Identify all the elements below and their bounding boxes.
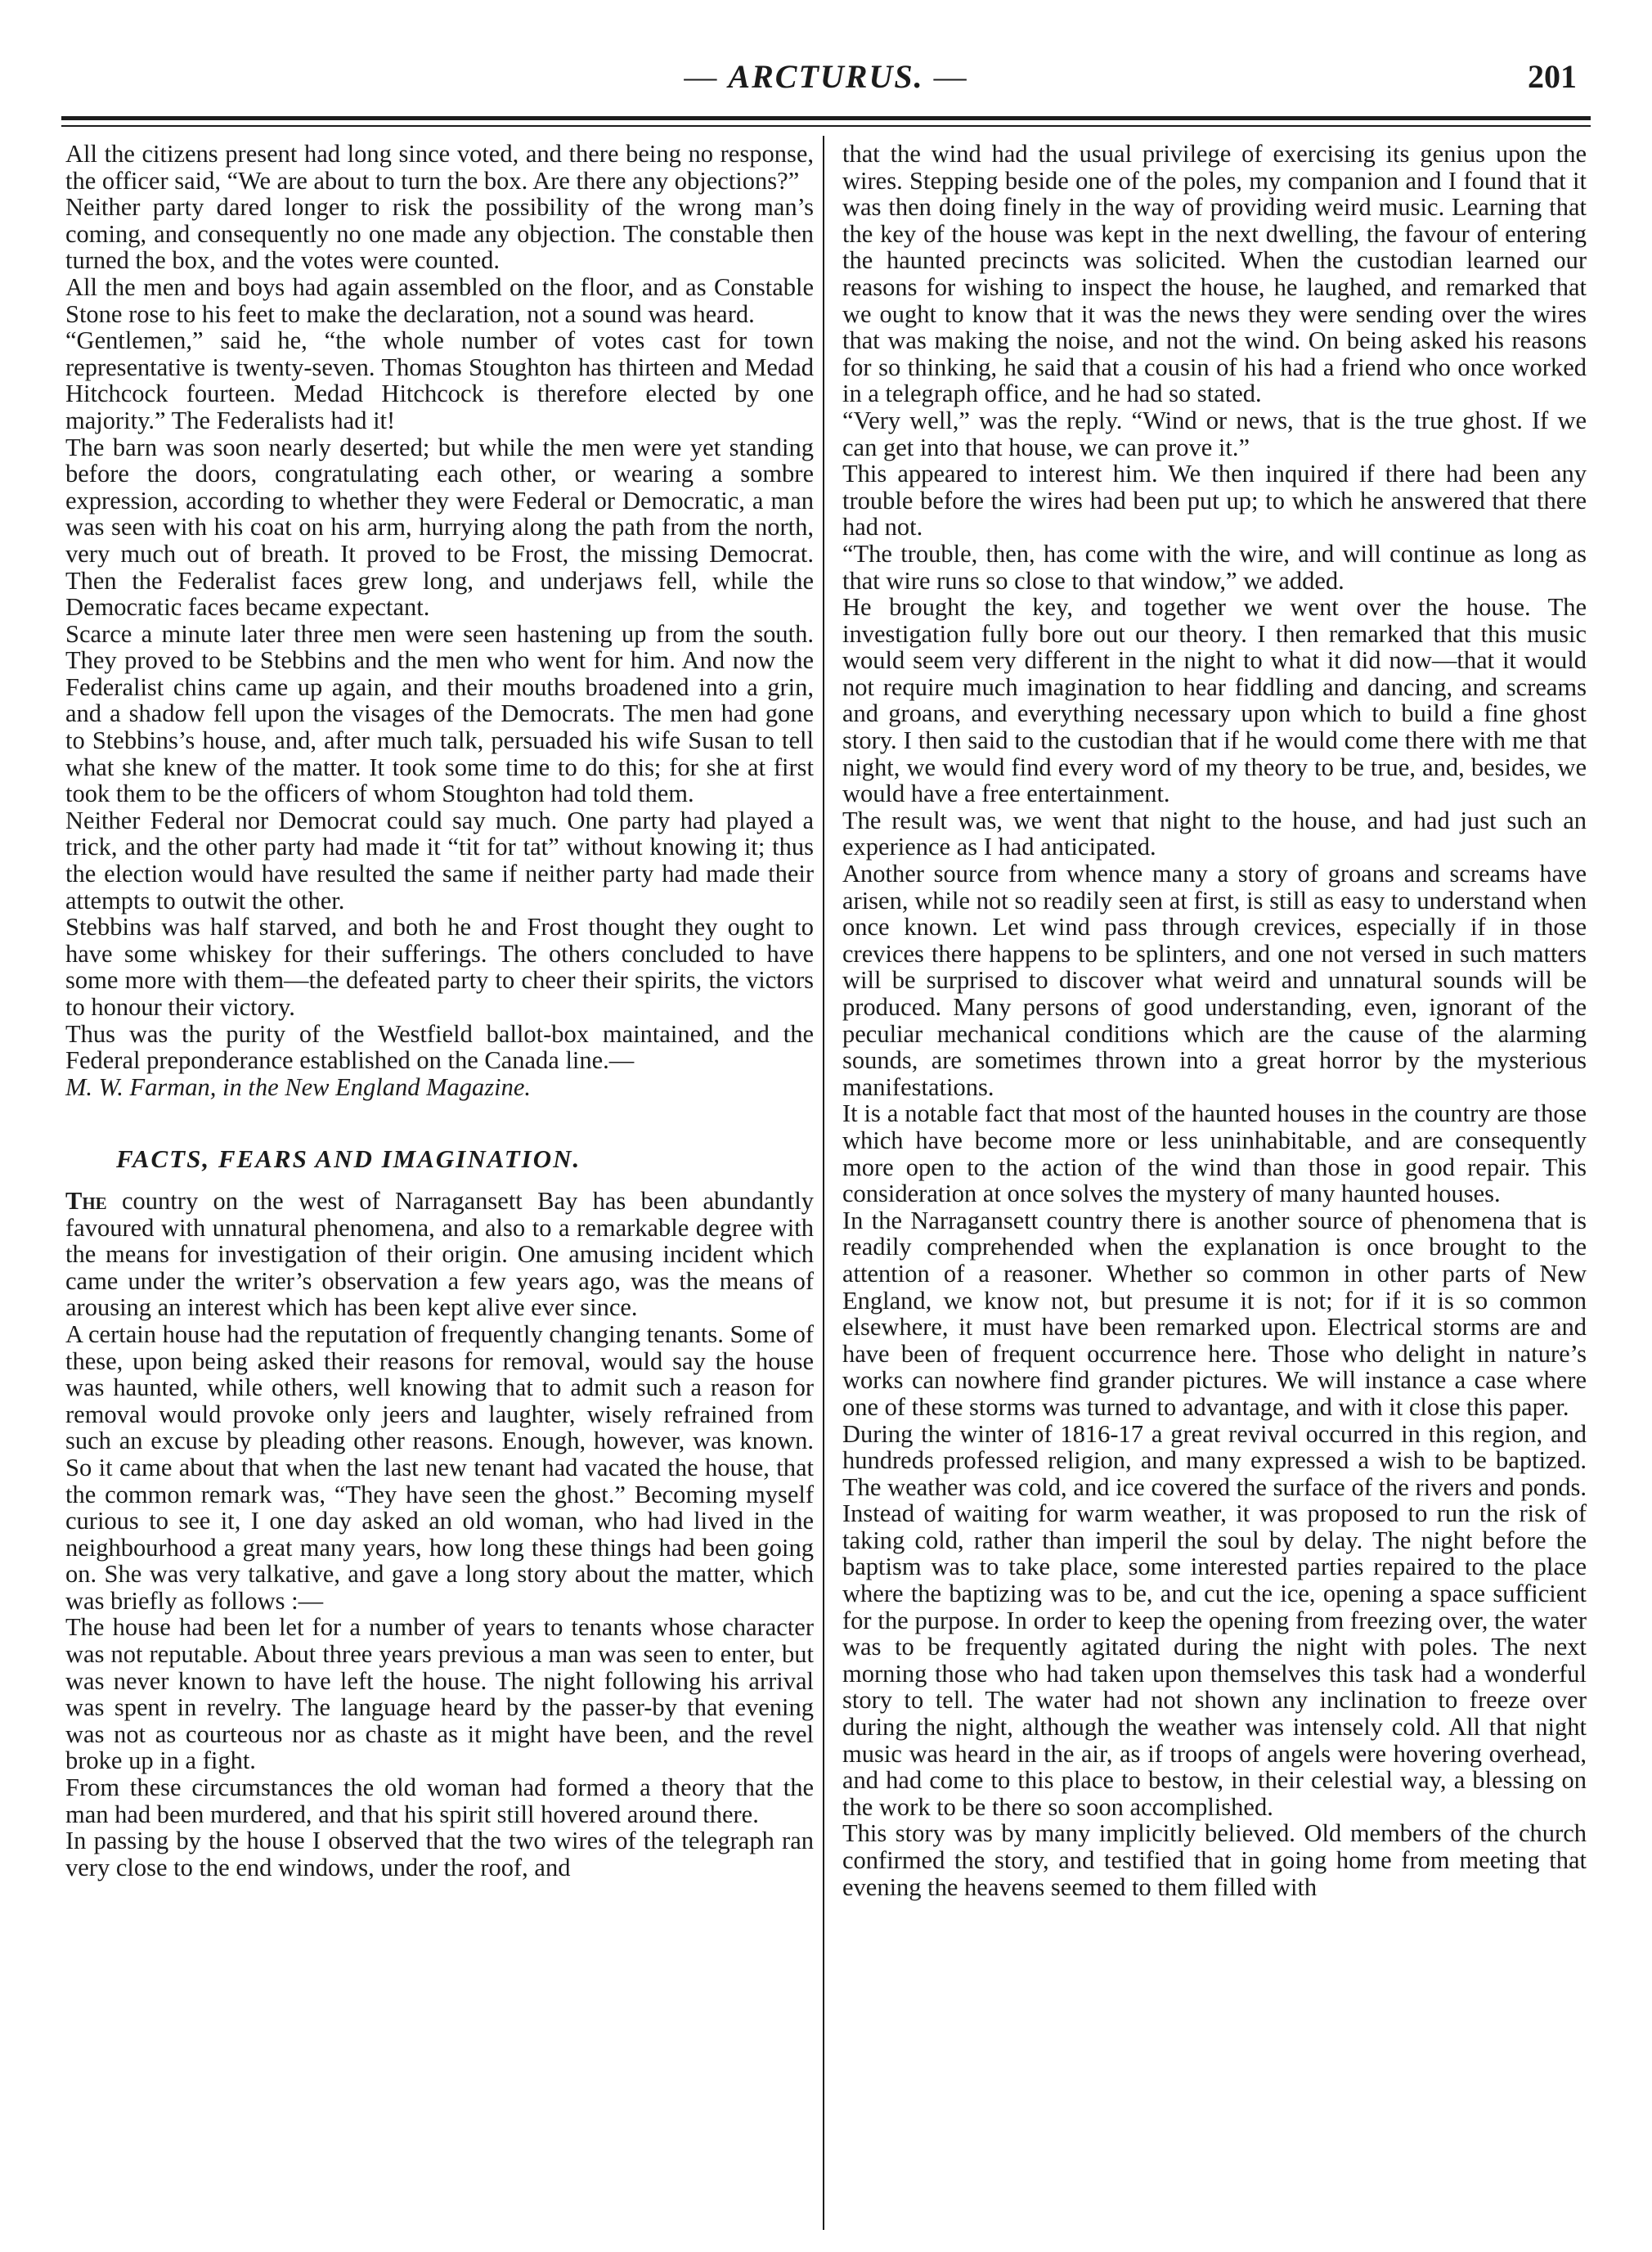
paragraph: Thus was the purity of the Westfield ballot-box maintained, and the Federal preponderance established on the Canada line.—	[65, 1019, 814, 1075]
running-header	[57, 52, 1595, 110]
right-column	[842, 141, 1587, 1900]
paragraph: “Gentlemen,” said he, “the whole number of votes cast for town representative is twenty-seven. Thomas Stoughton has thirteen and Medad Hitchcock fourteen. Medad Hitchcock is therefore elected by one majority.” The Federalists had it!	[65, 326, 814, 434]
header-rule-thin	[61, 125, 1591, 127]
section-title: FACTS, FEARS AND IMAGINATION.	[116, 1144, 581, 1174]
paragraph: Neither party dared longer to risk the possibility of the wrong man’s coming, and consequently no one made any objection. The constable then turned the box, and the votes were counted.	[65, 193, 814, 275]
paragraph: The result was, we went that night to the house, and had just such an experience as I had anticipated.	[842, 806, 1587, 861]
paragraph: Another source from whence many a story of groans and screams have arisen, while not so readily seen at first, is still as easy to understand when once known. Let wind pass through crevices, especially if in those crevices there happens to be splinters, and one not versed in such matters will be surprised to discover what weird and unnatural sounds will be produced. Many persons of good understanding, even, ignorant of the peculiar mechanical conditions which are the cause of the alarming sounds, are sometimes thrown into a great horror by the mysterious manifestations.	[842, 860, 1587, 1101]
paragraph: The barn was soon nearly deserted; but while the men were yet standing before the doors, congratulating each other, or wearing a sombre expression, according to whether they were Federal or Democratic, a man was seen with his coat on his arm, hurrying along the path from the north, very much out of breath. It proved to be Frost, the missing Democrat. Then the Federalist faces grew long, and underjaws fell, while the Democratic faces became expectant.	[65, 433, 814, 622]
paragraph: It is a notable fact that most of the haunted houses in the country are those which have become more or less uninhabitable, and are consequently more open to the action of the wind than those in good repair. This consideration at once solves the mystery of many haunted houses.	[842, 1099, 1587, 1208]
paragraph-text: country on the west of Narragansett Bay has been abundantly favoured with unnatural phenomena, and also to a remarkable degree with the means for investigation of their origin. One amusing incident which came under the writer’s observation a few years ago, was the means of arousing an interest which has been kept alive ever since.	[65, 1186, 814, 1322]
paragraph: In passing by the house I observed that the two wires of the telegraph ran very close to the end windows, under the roof, and	[65, 1827, 814, 1881]
paragraph: He brought the key, and together we went over the house. The investigation fully bore out our theory. I then remarked that this music would seem very different in the night to what it did now—that it would not require much imagination to hear fiddling and dancing, and screams and groans, and everything necessary upon which to build a fine ghost story. I then said to the custodian that if he would come there with me that night, we would find every word of my theory to be true, and, besides, we would have a free entertainment.	[842, 593, 1587, 808]
paragraph: Neither Federal nor Democrat could say much. One party had played a trick, and the other party had made it “tit for tat” without knowing it; thus the election would have resulted the same if neither party had made their attempts to outwit the other.	[65, 806, 814, 915]
article-byline: M. W. Farman, in the New England Magazine.	[65, 1072, 532, 1101]
paragraph: From these circumstances the old woman had formed a theory that the man had been murdered, and that his spirit still hovered around there.	[65, 1773, 814, 1828]
left-column	[65, 141, 814, 1881]
paragraph: In the Narragansett country there is another source of phenomena that is readily comprehended when the explanation is once brought to the attention of a reasoner. Whether so common in other parts of New England, we know not, but presume it is not; for if it is so common elsewhere, it must have been remarked upon. Electrical storms are and have been of frequent occurrence here. Those who delight in nature’s works can nowhere find grander pictures. We will instance a case where one of these storms was turned to advantage, and with it close this paper.	[842, 1206, 1587, 1421]
paragraph: Scarce a minute later three men were seen hastening up from the south. They proved to be Stebbins and the men who went for him. And now the Federalist chins came up again, and their mouths broadened into a grin, and a shadow fell upon the visages of the Democrats. The men had gone to Stebbins’s house, and, after much talk, persuaded his wife Susan to tell what she knew of the matter. It took some time to do this; for she at first took them to be the officers of whom Stoughton had told them.	[65, 619, 814, 808]
column-divider	[823, 136, 824, 2230]
paragraph: “Very well,” was the reply. “Wind or news, that is the true ghost. If we can get into that house, we can prove it.”	[842, 406, 1587, 461]
paragraph: During the winter of 1816-17 a great revival occurred in this region, and hundreds professed religion, and many expressed a wish to be baptized. The weather was cold, and ice covered the surface of the rivers and ponds. Instead of waiting for warm weather, it was proposed to run the risk of taking cold, rather than imperil the soul by delay. The night before the baptism was to take place, some interested parties repaired to the place where the baptizing was to be, and cut the ice, opening a space sufficient for the purpose. In order to keep the opening from freezing over, the water was to be frequently agitated during the night with poles. The next morning those who had taken upon themselves this task had a wonderful story to tell. The water had not shown any inclination to freeze over during the night, although the weather was intensely cold. All that night music was heard in the air, as if troops of angels were hovering overhead, and had come to this place to bestow, in their celestial way, a blessing on the work to be there so soon accomplished.	[842, 1419, 1587, 1821]
journal-title	[57, 57, 1595, 96]
paragraph: All the men and boys had again assembled on the floor, and as Constable Stone rose to his feet to make the declaration, not a sound was heard.	[65, 272, 814, 328]
header-rule-thick	[61, 116, 1591, 120]
header-dash-right: —	[923, 58, 968, 95]
paragraph: A certain house had the reputation of frequently changing tenants. Some of these, upon being asked their reasons for removal, would say the house was haunted, while others, well knowing that to admit such a reason for removal would provoke only jeers and laughter, wisely refrained from such an excuse by pleading other reasons. Enough, however, was known. So it came about that when the last new tenant had vacated the house, that the common remark was, “They have seen the ghost.” Becoming myself curious to see it, I one day asked an old woman, who had lived in the neighbourhood a great many years, how long these things had been going on. She was very talkative, and gave a long story about the matter, which was briefly as follows :—	[65, 1319, 814, 1615]
paragraph: All the citizens present had long since voted, and there being no response, the officer said, “We are about to turn the box. Are there any objections?”	[65, 140, 814, 195]
paragraph: “The trouble, then, has come with the wire, and will continue as long as that wire runs so close to that window,” we added.	[842, 539, 1587, 595]
paragraph: This appeared to interest him. We then inquired if there had been any trouble before the wires had been put up; to which he answered that there had not.	[842, 460, 1587, 542]
paragraph: that the wind had the usual privilege of exercising its genius upon the wires. Stepping beside one of the poles, my companion and I found that it was then doing finely in the way of providing weird music. Learning that the key of the house was kept in the next dwelling, the favour of entering the haunted precincts was solicited. When the custodian learned our reasons for wishing to inspect the house, he laughed, and remarked that we ought to know that it was the news they were sending over the wires that was making the noise, and not the wind. On being asked his reasons for so thinking, he said that a cousin of his had a friend who once worked in a telegraph office, and he had so stated.	[842, 140, 1587, 408]
paragraph: This story was by many implicitly believed. Old members of the church confirmed the story, and testified that in going home from meeting that evening the heavens seemed to them filled with	[842, 1819, 1587, 1901]
paragraph	[65, 1188, 814, 1321]
paragraph: Stebbins was half starved, and both he and Frost thought they ought to have some whiskey for their sufferings. The others concluded to have some more with them—the defeated party to cheer their spirits, the victors to honour their victory.	[65, 913, 814, 1021]
drop-word: The	[65, 1186, 107, 1215]
header-dash-left: —	[684, 58, 729, 95]
journal-name: ARCTURUS.	[728, 58, 924, 95]
page-number: 201	[1528, 58, 1577, 95]
paragraph: The house had been let for a number of years to tenants whose character was not reputable. About three years previous a man was seen to enter, but was never known to have left the house. The night following his arrival was spent in revelry. The language heard by the passer-by that evening was not as courteous nor as chaste as it might have been, and the revel broke up in a fight.	[65, 1613, 814, 1775]
